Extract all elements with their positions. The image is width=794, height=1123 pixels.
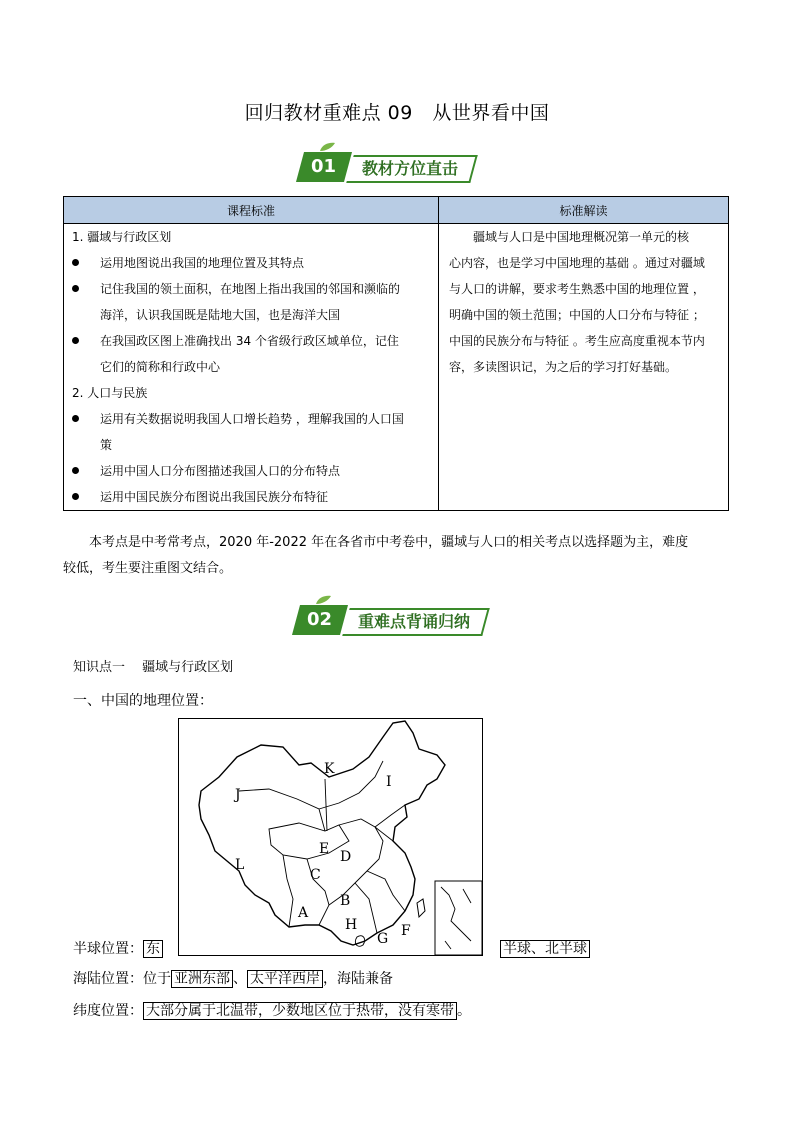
standard-row-text: 运用地图说出我国的地理位置及其特点 (100, 256, 305, 270)
standard-row-text: 运用中国人口分布图描述我国人口的分布特点 (100, 464, 341, 478)
interpretation-line: 疆域与人口是中国地理概况第一单元的核 (449, 230, 690, 244)
standard-row (64, 432, 438, 458)
latitude-label: 纬度位置： (73, 1003, 143, 1019)
standard-row-text: 记住我国的领土面积，在地图上指出我国的邻国和濒临的 (100, 282, 401, 296)
land-sea-answer-1: 亚洲东部 (171, 970, 233, 988)
interpretation-cell (439, 224, 729, 511)
interpretation-line: 明确中国的领土范围；中国的人口分布与特征 ； (449, 308, 705, 322)
china-map (178, 718, 483, 956)
land-sea-line (73, 970, 393, 988)
page-title: 回归教材重难点 09 从世界看中国 (244, 102, 550, 124)
bullet-icon (72, 467, 79, 474)
leaf-icon (318, 142, 336, 152)
hemisphere-line-end (500, 940, 590, 958)
map-label-e: E (319, 841, 330, 857)
banner-label: 重难点背诵归纳 (358, 612, 471, 631)
section-banner-01 (300, 152, 510, 182)
standard-row (64, 224, 438, 250)
standard-row (64, 250, 438, 276)
banner-number: 02 (307, 609, 333, 630)
hemisphere-answer-2: 半球、北半球 (500, 940, 590, 958)
standard-row (64, 380, 438, 406)
hemisphere-answer-1: 东 (143, 940, 163, 958)
bullet-icon (72, 415, 79, 422)
land-sea-answer-2: 太平洋西岸 (247, 970, 323, 988)
paragraph-line: 较低，考生要注重图文结合。 (63, 561, 233, 576)
hemisphere-line (73, 940, 163, 958)
map-label-c: C (310, 867, 321, 883)
standard-row-text: 2. 人口与民族 (72, 386, 148, 400)
standard-row-text: 它们的简称和行政中心 (100, 360, 221, 374)
hemisphere-label: 半球位置： (73, 941, 143, 957)
section-banner-02 (296, 605, 506, 635)
latitude-answer: 大部分属于北温带，少数地区位于热带，没有寒带 (143, 1002, 457, 1020)
china-outline (179, 719, 482, 955)
bullet-icon (72, 337, 79, 344)
standard-row (64, 484, 438, 510)
banner-number: 01 (311, 156, 337, 177)
map-label-b: B (340, 893, 351, 909)
map-label-g: G (377, 931, 389, 947)
standard-row-text: 海洋，认识我国既是陆地大国，也是海洋大国 (100, 308, 341, 322)
interpretation-line: 中国的民族分布与特征 。考生应高度重视本节内 (449, 334, 705, 348)
map-label-a: A (298, 905, 309, 921)
standard-row-text: 运用中国民族分布图说出我国民族分布特征 (100, 490, 329, 504)
standard-row (64, 328, 438, 354)
interpretation-line: 与人口的讲解，要求考生熟悉中国的地理位置 ， (449, 282, 705, 296)
map-label-l: L (235, 857, 245, 873)
land-sea-label: 海陆位置：位于 (73, 971, 171, 987)
bullet-icon (72, 259, 79, 266)
standard-row-text: 策 (100, 438, 113, 452)
map-label-k: K (324, 761, 335, 777)
banner-label: 教材方位直击 (362, 159, 459, 178)
standard-cell (64, 224, 439, 511)
standard-row (64, 276, 438, 302)
standard-row-text: 运用有关数据说明我国人口增长趋势 ，理解我国的人口国 (100, 412, 404, 426)
bullet-icon (72, 493, 79, 500)
standard-row-text: 1. 疆域与行政区划 (72, 230, 172, 244)
interpretation-line: 心内容，也是学习中国地理的基础 。通过对疆域 (449, 256, 705, 270)
intro-paragraph (63, 530, 743, 582)
land-sea-tail: ，海陆兼备 (323, 971, 393, 987)
table-header-interpretation: 标准解读 (439, 197, 729, 224)
latitude-line (73, 1002, 471, 1020)
table-header-standard: 课程标准 (64, 197, 439, 224)
map-label-f: F (401, 923, 411, 939)
paragraph-line: 本考点是中考常考点，2020 年-2022 年在各省市中考卷中，疆域与人口的相关考点以选择题为主，难度 (63, 535, 689, 550)
knowledge-point-heading: 知识点一 疆域与行政区划 (73, 660, 234, 675)
map-label-j: J (235, 787, 241, 803)
leaf-icon (314, 595, 332, 605)
bullet-icon (72, 285, 79, 292)
standard-row (64, 302, 438, 328)
interpretation-line: 容，多读图识记，为之后的学习打好基础。 (449, 360, 678, 374)
map-label-i: I (386, 774, 392, 790)
map-label-h: H (345, 917, 358, 933)
curriculum-table (63, 196, 729, 511)
standard-row-text: 在我国政区图上准确找出 34 个省级行政区域单位，记住 (100, 334, 399, 348)
standard-row (64, 458, 438, 484)
latitude-tail: 。 (457, 1003, 471, 1019)
standard-row (64, 354, 438, 380)
land-sea-separator: 、 (233, 971, 247, 987)
section-heading: 一、中国的地理位置： (73, 693, 213, 709)
standard-row (64, 406, 438, 432)
map-label-d: D (340, 849, 352, 865)
